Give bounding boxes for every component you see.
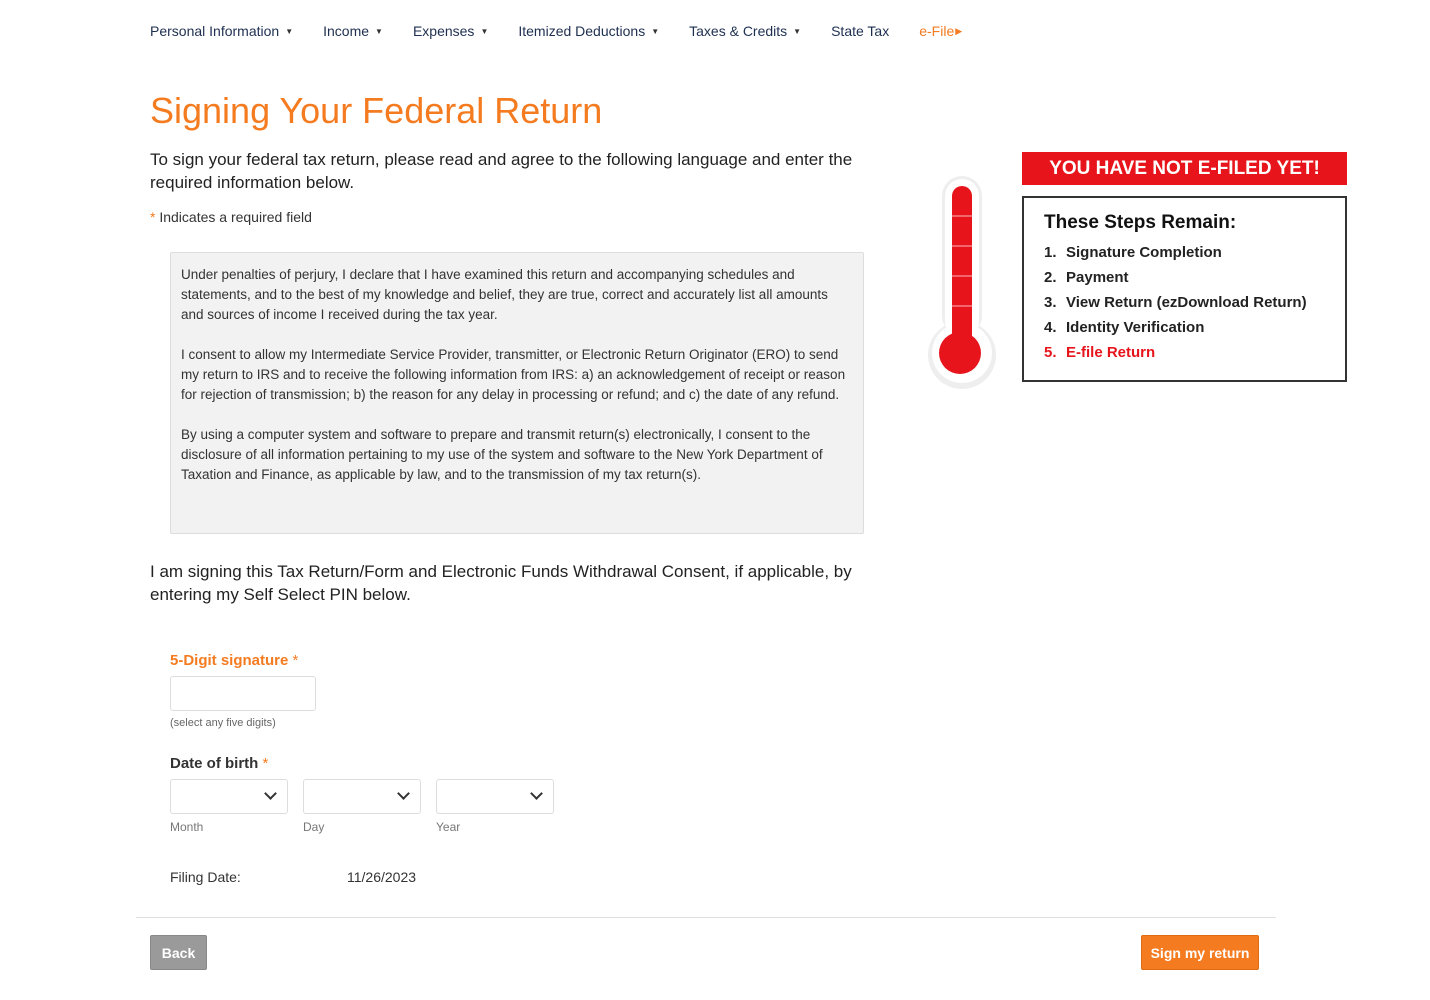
nav-label: Personal Information xyxy=(150,23,280,39)
caret-down-icon: ▼ xyxy=(651,26,660,36)
top-nav xyxy=(150,23,992,39)
caret-down-icon: ▼ xyxy=(285,26,294,36)
nav-label: State Tax xyxy=(831,23,890,39)
sign-return-button[interactable]: Sign my return xyxy=(1141,935,1259,970)
step-item xyxy=(1044,265,1325,290)
day-label: Day xyxy=(303,820,325,834)
chevron-down-icon xyxy=(397,787,410,800)
nav-efile[interactable] xyxy=(919,23,962,39)
signature-label-text: 5-Digit signature xyxy=(170,652,289,669)
nav-label: Income xyxy=(323,23,370,39)
back-button[interactable]: Back xyxy=(150,935,207,970)
step-number: 3. xyxy=(1044,294,1057,311)
nav-label: Taxes & Credits xyxy=(689,23,788,39)
year-select[interactable] xyxy=(436,779,554,814)
step-number: 5. xyxy=(1044,344,1057,361)
step-item-current xyxy=(1044,340,1325,365)
step-label: Payment xyxy=(1066,269,1129,286)
nav-label: Expenses xyxy=(412,23,475,39)
step-number: 4. xyxy=(1044,319,1057,336)
month-select[interactable] xyxy=(170,779,288,814)
signature-label xyxy=(170,652,298,669)
consent-paragraph: By using a computer system and software to prepare and transmit return(s) electronically, I consent to the disclosure of all information pertaining to my use of the system and software to the New York Department of Taxation and Finance, as applicable by law, and to the transmission of my tax return(s). xyxy=(181,427,823,482)
consent-paragraph: I consent to allow my Intermediate Service Provider, transmitter, or Electronic Return Originator (ERO) to send my return to IRS and to receive the following information from IRS: a) an acknowledgement of receipt or reason for rejection of transmission; b) the reason for any delay in processing or refund; and c) the date of any refund. xyxy=(181,347,846,402)
caret-down-icon: ▼ xyxy=(480,26,489,36)
not-efiled-banner: YOU HAVE NOT E-FILED YET! xyxy=(1022,152,1347,185)
consent-paragraph: Under penalties of perjury, I declare that I have examined this return and accompanying schedules and statements, and to the best of my knowledge and belief, they are true, correct and accurately list all amounts and sources of income I received during the tax year. xyxy=(181,267,828,322)
chevron-down-icon xyxy=(530,787,543,800)
nav-income[interactable] xyxy=(323,23,383,39)
year-label: Year xyxy=(436,820,461,834)
step-number: 1. xyxy=(1044,244,1057,261)
step-label: E-file Return xyxy=(1066,344,1156,361)
caret-right-icon: ▶ xyxy=(955,25,963,36)
dob-label-text: Date of birth xyxy=(170,755,259,772)
page-title: Signing Your Federal Return xyxy=(150,90,603,131)
step-item xyxy=(1044,240,1325,265)
divider xyxy=(136,917,1276,918)
month-label: Month xyxy=(170,820,204,834)
dob-label xyxy=(170,755,268,772)
step-label: View Return (ezDownload Return) xyxy=(1066,294,1307,311)
required-note-text: Indicates a required field xyxy=(159,209,312,225)
consent-text-box xyxy=(170,252,864,534)
signature-input[interactable] xyxy=(170,676,316,711)
signing-statement: I am signing this Tax Return/Form and Electronic Funds Withdrawal Consent, if applicable, by entering my Self Select PIN below. xyxy=(150,562,852,604)
chevron-down-icon xyxy=(264,787,277,800)
required-star: * xyxy=(262,755,269,772)
step-item xyxy=(1044,315,1325,340)
remaining-steps-box xyxy=(1022,196,1347,382)
day-select[interactable] xyxy=(303,779,421,814)
intro-text: To sign your federal tax return, please read and agree to the following language and enter the required information below. xyxy=(150,150,853,192)
required-star: * xyxy=(292,652,299,669)
required-star: * xyxy=(150,209,156,225)
step-number: 2. xyxy=(1044,269,1057,286)
step-label: Identity Verification xyxy=(1066,319,1205,336)
nav-itemized-deductions[interactable] xyxy=(518,23,659,39)
nav-personal-information[interactable] xyxy=(150,23,293,39)
nav-expenses[interactable] xyxy=(413,23,488,39)
step-label: Signature Completion xyxy=(1066,244,1222,261)
required-note xyxy=(150,209,312,225)
nav-label: e-File xyxy=(919,23,955,39)
thermometer-fill xyxy=(952,186,972,346)
filing-date-value: 11/26/2023 xyxy=(347,869,417,885)
steps-title: These Steps Remain: xyxy=(1044,212,1237,233)
caret-down-icon: ▼ xyxy=(793,26,802,36)
caret-down-icon: ▼ xyxy=(375,26,383,36)
filing-date-label: Filing Date: xyxy=(170,869,241,885)
signature-hint: (select any five digits) xyxy=(170,717,276,729)
nav-state-tax[interactable] xyxy=(831,23,889,39)
nav-taxes-credits[interactable] xyxy=(689,23,801,39)
progress-thermometer-icon xyxy=(925,172,1000,397)
step-item xyxy=(1044,290,1325,315)
nav-label: Itemized Deductions xyxy=(518,23,646,39)
